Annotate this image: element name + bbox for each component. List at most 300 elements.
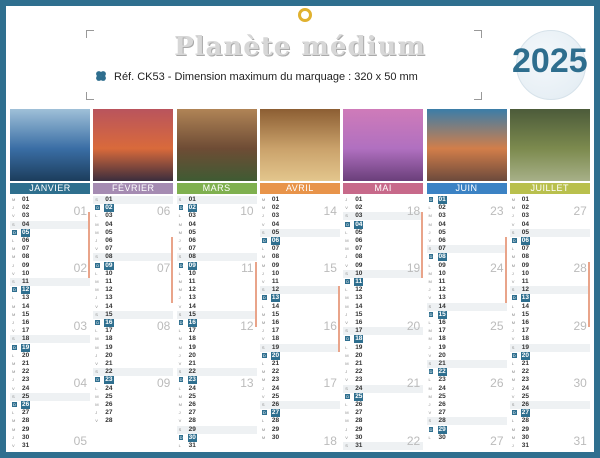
weekday-letter: M [178,221,182,227]
weekday-letter: S [261,402,265,407]
day-number: 22 [22,368,30,376]
day-row [260,417,340,425]
weekday-letter: D [512,238,516,243]
weekday-letter: D [429,197,433,202]
day-number: 20 [188,351,196,359]
day-row [343,335,423,343]
day-number: 04 [271,220,280,228]
day-number: 01 [188,196,196,203]
weekday-letter: J [345,426,348,432]
weekday-letter: S [428,361,432,366]
weekday-letter: L [345,402,348,407]
week-number: 24 [490,261,504,276]
day-number: 28 [355,417,363,425]
day-number: 14 [271,302,280,310]
weekday-letter: D [262,295,266,301]
day-row [510,360,590,368]
day-number: 15 [105,310,113,318]
weekday-letter: V [95,361,98,366]
day-number: 10 [271,269,280,277]
day-number: 01 [105,196,113,203]
weekday-letter: S [428,246,432,252]
day-number: 26 [355,401,363,408]
day-number: 09 [188,261,196,269]
day-number: 19 [105,343,113,351]
weekday-letter: M [178,402,182,407]
day-number: 07 [105,245,113,253]
day-row [510,286,590,294]
day-row [510,245,590,253]
weekday-letter: D [512,295,516,301]
months-grid [10,109,590,452]
day-number: 21 [105,360,113,367]
day-number: 31 [521,442,530,449]
day-number: 10 [22,269,30,277]
weekday-letter: V [428,295,432,301]
day-row [93,278,173,286]
day-row [10,196,90,204]
weekday-letter: L [95,385,98,391]
month-column-mai [343,109,423,452]
day-row [177,344,257,352]
weekday-letter: J [178,238,181,243]
day-row [10,401,90,409]
day-number: 09 [22,261,30,269]
day-number: 03 [22,212,30,220]
day-list [177,196,257,452]
weekday-letter: J [345,254,348,260]
weekday-letter: S [178,426,182,432]
day-row [177,229,257,237]
weekday-letter: L [428,205,431,211]
day-row [260,335,340,343]
day-row [93,311,173,319]
day-number: 23 [22,376,30,384]
weekday-letter: S [12,221,15,227]
weekday-letter: D [262,238,266,243]
holiday-bar [255,262,257,328]
weekday-letter: L [178,328,181,334]
weekday-letter: V [511,221,515,227]
day-row [93,221,173,229]
weekday-letter: V [95,246,98,252]
day-row [343,311,423,319]
weekday-letter: S [345,213,348,219]
day-number: 16 [188,319,196,326]
weekday-letter: M [261,369,266,375]
weekday-letter: S [428,418,432,424]
day-row [260,294,340,302]
day-number: 14 [355,302,363,310]
holiday-bar [171,237,173,303]
day-number: 29 [438,425,446,433]
weekday-letter: M [12,418,16,424]
day-number: 06 [105,237,113,244]
day-row [10,393,90,401]
week-number: 26 [490,376,504,391]
weekday-letter: J [12,434,14,440]
weekday-letter: L [12,238,15,243]
weekday-letter: M [261,262,266,268]
day-number: 23 [271,376,280,384]
day-list [510,196,590,452]
day-number: 08 [271,253,280,261]
day-number: 14 [105,302,113,310]
day-number: 08 [521,253,530,261]
week-number: 27 [490,433,504,448]
day-row [510,294,590,302]
day-row [510,229,590,237]
month-header: FÉVRIER [93,183,173,194]
weekday-letter: M [511,197,516,202]
weekday-letter: V [428,238,432,243]
weekday-letter: M [12,246,16,252]
day-row [93,245,173,253]
weekday-letter: D [429,311,433,317]
day-number: 25 [438,392,446,400]
day-number: 16 [438,319,446,326]
week-number: 23 [490,204,504,218]
day-number: 27 [521,409,530,417]
day-number: 22 [105,368,113,376]
day-number: 22 [271,368,280,376]
weekday-letter: J [428,287,431,293]
day-number: 24 [22,384,30,392]
day-row [343,401,423,409]
weekday-letter: V [511,336,515,342]
weekday-letter: J [428,402,431,407]
day-row [343,368,423,376]
day-number: 12 [355,286,363,294]
day-number: 18 [355,335,363,343]
weekday-letter: S [261,287,265,293]
weekday-letter: L [511,418,515,424]
day-number: 06 [271,237,280,244]
day-row [343,196,423,204]
weekday-letter: M [511,311,516,317]
weekday-letter: M [12,254,16,260]
week-number: 12 [240,318,254,333]
day-number: 08 [105,253,113,261]
calendar-title: Planète médium [174,32,426,62]
weekday-letter: J [345,311,348,317]
week-number: 29 [573,318,587,333]
weekday-letter: S [95,369,98,375]
weekday-letter: L [12,352,15,358]
weekday-letter: V [345,320,348,325]
day-number: 31 [188,442,196,449]
day-row [177,286,257,294]
month-photo [93,109,173,181]
day-number: 02 [105,204,113,212]
weekday-letter: D [429,254,433,260]
day-row [177,426,257,434]
hanging-ring-icon [298,8,312,22]
day-number: 11 [438,278,446,285]
week-number: 04 [73,376,87,391]
day-number: 25 [22,392,30,400]
day-row [93,401,173,409]
weekday-letter: J [95,352,98,358]
year-label: 2025 [512,42,588,80]
month-photo [427,109,507,181]
weekday-letter: M [178,336,182,342]
weekday-letter: M [261,254,266,260]
day-number: 26 [188,401,196,408]
week-number: 03 [73,318,87,333]
weekday-letter: M [178,287,182,293]
day-row [177,434,257,442]
day-number: 03 [355,212,363,220]
day-number: 01 [22,196,30,203]
weekday-letter: D [96,262,100,268]
weekday-letter: S [511,287,515,293]
weekday-letter: M [178,344,182,350]
day-row [510,221,590,229]
day-row [260,245,340,253]
day-row [510,368,590,376]
day-number: 15 [355,310,363,318]
day-row [260,286,340,294]
day-row [343,286,423,294]
day-number: 30 [521,433,530,441]
day-number: 25 [188,392,196,400]
weekday-letter: V [178,246,182,252]
day-number: 02 [188,204,196,212]
day-list [10,196,90,452]
day-row [343,303,423,311]
day-row [343,221,423,229]
week-number: 06 [156,204,171,218]
week-number: 05 [73,433,87,448]
weekday-letter: M [12,311,16,317]
day-row [177,303,257,311]
day-number: 26 [271,401,280,408]
day-number: 25 [521,392,530,400]
weekday-letter: M [511,434,516,440]
day-number: 09 [271,261,280,269]
weekday-letter: V [345,262,348,268]
weekday-letter: S [511,344,515,350]
weekday-letter: M [12,369,16,375]
weekday-letter: V [511,393,515,399]
weekday-letter: S [95,254,98,260]
day-number: 24 [438,384,446,392]
day-number: 11 [105,278,113,285]
weekday-letter: L [345,229,348,235]
day-row [260,278,340,286]
day-row [10,311,90,319]
day-number: 03 [105,212,113,220]
day-row [510,401,590,409]
day-number: 22 [521,368,530,376]
day-number: 12 [438,286,446,294]
day-number: 12 [188,286,196,294]
weekday-letter: S [345,385,348,391]
day-number: 15 [521,310,530,318]
day-number: 19 [355,343,363,351]
weekday-letter: D [346,279,350,284]
week-number: 09 [156,376,171,391]
weekday-letter: M [428,393,432,399]
weekday-letter: V [428,410,432,416]
day-row [427,245,507,253]
day-number: 14 [438,302,446,310]
weekday-letter: M [95,393,99,399]
weekday-letter: L [12,410,15,416]
day-row [510,344,590,352]
day-row [427,417,507,425]
day-row [93,253,173,261]
day-number: 15 [22,310,30,318]
month-photo [10,109,90,181]
day-row [10,426,90,434]
day-row [427,196,507,204]
weekday-letter: L [428,377,431,383]
day-number: 27 [355,409,363,417]
day-row [177,401,257,409]
day-number: 18 [22,335,30,343]
weekday-letter: S [95,311,98,317]
day-number: 18 [188,335,196,343]
day-row [10,278,90,286]
day-row [260,237,340,245]
day-number: 12 [105,286,113,294]
weekday-letter: J [12,262,14,268]
week-number: 19 [406,261,421,276]
weekday-letter: S [261,229,265,235]
weekday-letter: J [428,229,431,235]
day-number: 04 [521,220,530,228]
day-row [93,360,173,368]
day-number: 10 [438,269,446,277]
clover-icon [94,69,108,83]
day-number: 23 [355,376,363,384]
month-column-janvier [10,109,90,452]
day-number: 28 [22,417,30,425]
weekday-letter: J [345,197,348,202]
weekday-letter: D [179,205,183,211]
weekday-letter: L [428,434,431,440]
day-number: 29 [22,425,30,433]
weekday-letter: L [345,344,348,350]
day-number: 05 [355,228,363,236]
weekday-letter: J [261,328,264,334]
weekday-letter: M [178,279,182,284]
month-column-mars [177,109,257,452]
month-column-juin [427,109,507,452]
day-number: 10 [521,269,530,277]
weekday-letter: S [511,402,515,407]
day-number: 19 [438,343,446,351]
day-row [260,409,340,417]
day-row [260,368,340,376]
weekday-letter: D [346,336,350,342]
week-number: 07 [156,261,171,276]
day-number: 11 [22,278,29,285]
day-row [260,303,340,311]
month-header: MARS [177,183,257,194]
day-row [93,352,173,360]
weekday-letter: S [261,344,265,350]
weekday-letter: V [261,221,265,227]
weekday-letter: L [261,418,265,424]
day-row [343,278,423,286]
day-number: 14 [521,302,530,310]
day-row [427,409,507,417]
weekday-letter: M [511,426,516,432]
day-number: 17 [438,327,446,335]
day-row [260,253,340,261]
day-number: 10 [355,269,363,277]
month-header: JUIN [427,183,507,194]
day-row [177,253,257,261]
day-number: 07 [521,245,530,253]
weekday-letter: L [261,361,265,366]
day-number: 23 [188,376,196,384]
weekday-letter: M [428,279,432,284]
weekday-letter: M [345,295,349,301]
day-number: 21 [521,360,530,367]
week-number: 18 [406,204,421,218]
reference-line: Réf. CK53 - Dimension maximum du marquage : 320 x 50 mm [114,71,418,83]
weekday-letter: L [178,270,181,276]
weekday-letter: J [511,213,514,219]
day-number: 20 [438,351,446,359]
day-row [510,303,590,311]
weekday-letter: D [179,262,183,268]
day-number: 17 [105,327,113,335]
weekday-letter: L [178,443,181,448]
day-number: 26 [22,401,30,408]
weekday-letter: M [428,221,432,227]
day-number: 29 [188,425,196,433]
day-number: 25 [105,392,113,400]
day-row [427,368,507,376]
day-number: 06 [355,237,363,244]
week-number: 01 [73,204,87,218]
day-row [10,352,90,360]
day-row [427,303,507,311]
day-number: 16 [355,319,363,326]
day-number: 16 [271,319,280,326]
day-number: 23 [105,376,113,384]
day-number: 09 [521,261,530,269]
weekday-letter: M [178,393,182,399]
weekday-letter: V [12,328,15,334]
week-number: 11 [241,261,254,276]
day-number: 28 [521,417,530,425]
day-row [510,352,590,360]
day-number: 27 [22,409,30,417]
weekday-letter: M [428,270,432,276]
weekday-letter: M [428,336,432,342]
day-number: 19 [188,343,196,351]
holiday-bar [88,212,90,278]
weekday-letter: S [12,336,15,342]
day-number: 08 [22,253,30,261]
day-number: 20 [521,351,530,359]
day-row [10,409,90,417]
day-row [93,409,173,417]
weekday-letter: M [345,238,349,243]
day-number: 04 [438,220,446,228]
month-column-avril [260,109,340,452]
crop-mark-bottom-right [474,92,482,100]
weekday-letter: D [13,287,16,293]
week-number: 10 [240,204,254,218]
day-row [427,294,507,302]
